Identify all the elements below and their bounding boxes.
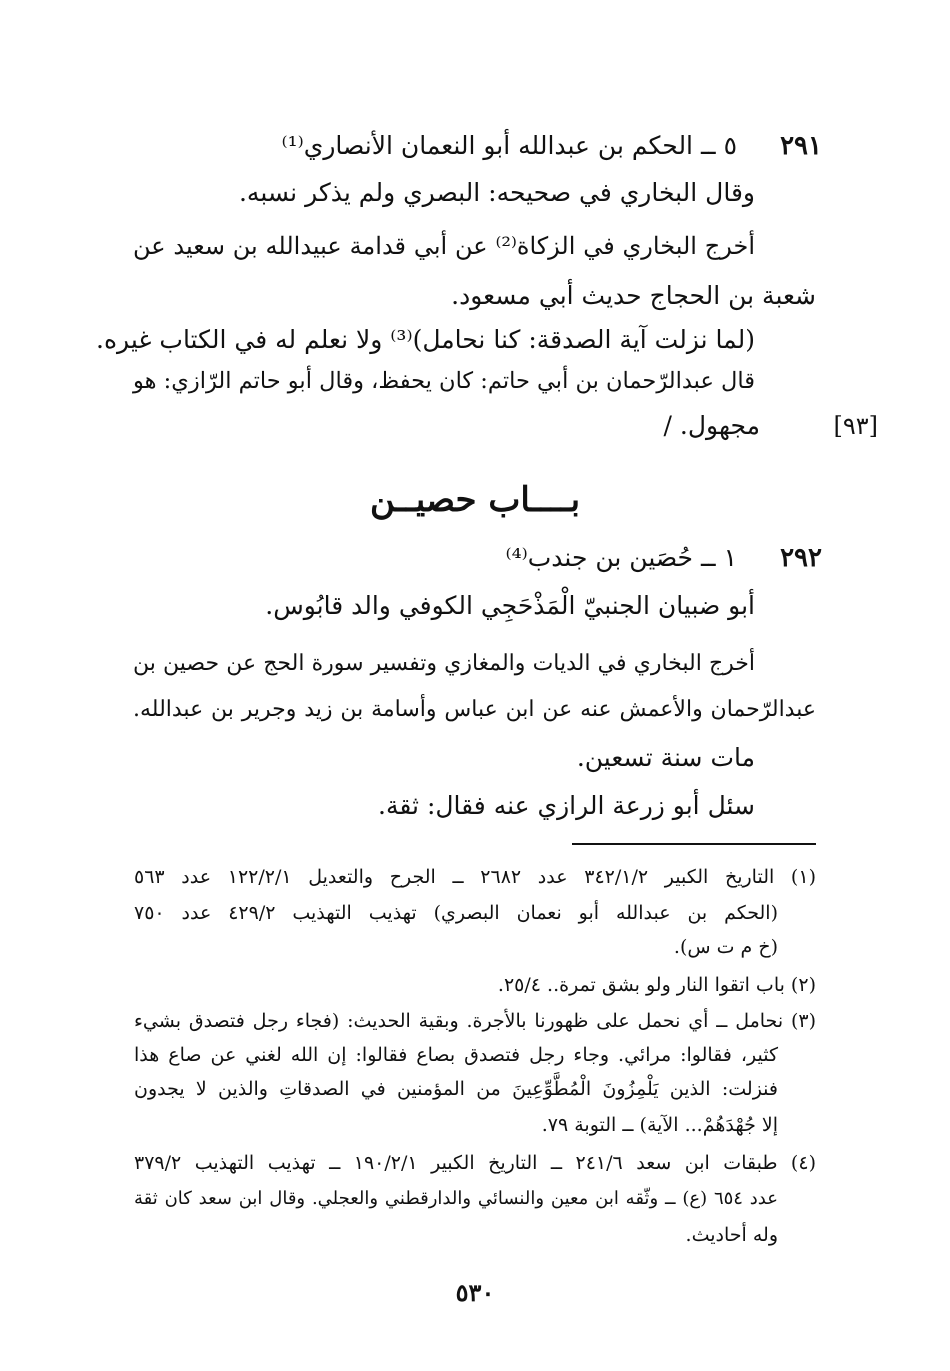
entry-292-line-3: عبدالرّحمان والأعمش عنه عن ابن عباس وأسامة بن زيد وجرير بن عبدالله.	[133, 697, 816, 722]
entry-292-line-1: أبو ضبيان الجنبيّ الْمَذْحَجِي الكوفي والد قابُوس.	[265, 591, 755, 620]
footnote-3-line-1: (٣) نحامل ــ أي نحمل على ظهورنا بالأجرة. وبقية الحديث: (فجاء رجل فتصدق بشيء	[134, 1010, 816, 1032]
footnote-4-line-3: وله أحاديث.	[685, 1224, 778, 1246]
margin-page-reference: [٩٣]	[833, 412, 878, 440]
footnote-3-line-2: كثير، فقالوا: مرائي. وجاء رجل فتصدق بصاع فقالوا: إن الله لغني عن صاع هذا	[134, 1044, 778, 1066]
entry-292-line-2: أخرج البخاري في الديات والمغازي وتفسير سورة الحج عن حصين بن	[133, 651, 755, 676]
entry-number-292: ٢٩٢	[780, 543, 822, 573]
entry-291-line-4: (لما نزلت آية الصدقة: كنا نحامل)⁽³⁾ ولا نعلم له في الكتاب غيره.	[96, 325, 755, 354]
footnote-4-line-2: عدد ٦٥٤ (ع) ــ وثّقه ابن معين والنسائي والدارقطني والعجلي. وقال ابن سعد كان ثقة	[134, 1188, 778, 1209]
footnote-3-line-4: إلا جُهْدَهُمْ... الآية) ــ التوبة ٧٩.	[541, 1114, 778, 1136]
entry-291-line-5: قال عبدالرّحمان بن أبي حاتم: كان يحفظ، وقال أبو حاتم الرّازي: هو	[133, 368, 755, 394]
entry-291-line-2: أخرج البخاري في الزكاة⁽²⁾ عن أبي قدامة عبيدالله بن سعيد عن	[133, 232, 755, 260]
page-number: ٥٣٠	[455, 1278, 495, 1307]
entry-292-line-4: مات سنة تسعين.	[576, 743, 755, 772]
entry-292-title: ١ ــ حُصَين بن جندب⁽⁴⁾	[505, 543, 737, 572]
footnote-4-line-1: (٤) طبقات ابن سعد ٢٤١/٦ ــ التاريخ الكبير ١٩٠/٢/١ ــ تهذيب التهذيب ٣٧٩/٢	[134, 1152, 816, 1174]
entry-292-line-5: سئل أبو زرعة الرازي عنه فقال: ثقة.	[378, 791, 755, 820]
footnote-separator	[572, 843, 816, 845]
section-heading: بــــاب حصيــن	[369, 480, 581, 520]
footnote-1-line-1: (١) التاريخ الكبير ٣٤٢/١/٢ عدد ٢٦٨٢ ــ الجرح والتعديل ١٢٢/٢/١ عدد ٥٦٣	[134, 866, 816, 888]
entry-291-line-6: مجهول. /	[663, 411, 760, 440]
footnote-1-line-2: (الحكم بن عبدالله أبو نعمان البصري) تهذيب التهذيب ٤٢٩/٢ عدد ٧٥٠	[134, 902, 778, 924]
footnote-1-line-3: (خ م ت س).	[673, 936, 778, 958]
entry-291-title: ٥ ــ الحكم بن عبدالله أبو النعمان الأنصاري⁽¹⁾	[281, 131, 737, 160]
footnote-3-line-3: فنزلت: الذين يَلْمِزُونَ الْمُطَّوِّعِينَ من المؤمنين في الصدقاتِ والذين لا يجدون	[134, 1078, 778, 1100]
entry-291-line-3: شعبة بن الحجاج حديث أبي مسعود.	[451, 281, 816, 310]
entry-291-line-1: وقال البخاري في صحيحه: البصري ولم يذكر نسبه.	[238, 178, 755, 207]
entry-number-291: ٢٩١	[780, 131, 822, 161]
footnote-2: (٢) باب اتقوا النار ولو بشق تمرة.. ٢٥/٤.	[497, 974, 816, 996]
